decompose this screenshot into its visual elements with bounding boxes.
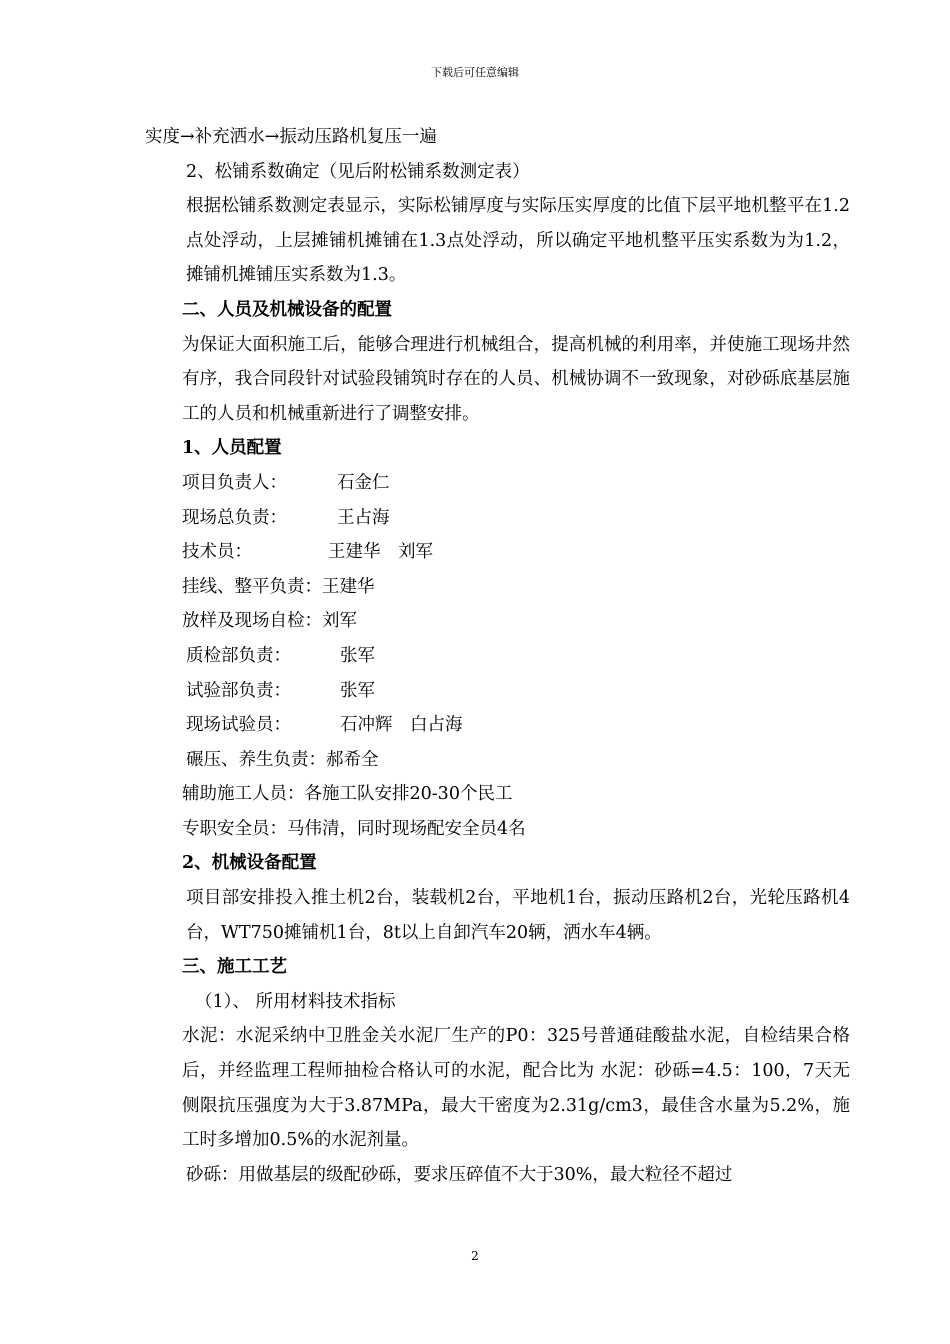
personnel-row	[145, 604, 850, 639]
subsection-heading: 2、机械设备配置	[182, 853, 317, 874]
personnel-row	[145, 501, 850, 536]
section-heading: 三、施工工艺	[182, 957, 287, 978]
personnel-role: 现场总负责：	[182, 507, 287, 528]
personnel-role: 专职安全员：	[182, 818, 287, 839]
personnel-role: 项目负责人：	[182, 472, 287, 493]
personnel-row	[145, 639, 850, 674]
personnel-role: 辅助施工人员：	[182, 784, 305, 805]
paragraph: 2、松铺系数确定（见后附松铺系数测定表）	[186, 161, 530, 182]
paragraph: 项目部安排投入推土机2台，装载机2台，平地机1台，振动压路机2台，光轮压路机4台，WT750摊铺机1台，8t以上自卸汽车20辆，洒水车4辆。	[186, 888, 850, 943]
paragraph: 水泥：水泥采纳中卫胜金关水泥厂生产的P0：325号普通硅酸盐水泥，自检结果合格后，并经监理工程师抽检合格认可的水泥，配合比为 水泥：砂砾=4.5：100，7天无侧限抗压强度为大于3.87MPa，最大干密度为2.31g/cm3，最佳含水量为5.2%，施工时多增加0.5%的水泥剂量。	[182, 1026, 850, 1151]
personnel-name: 石冲辉 白占海	[340, 715, 463, 736]
paragraph: 为保证大面积施工后，能够合理进行机械组合，提高机械的利用率，并使施工现场井然有序，我合同段针对试验段铺筑时存在的人员、机械协调不一致现象，对砂砾底基层施工的人员和机械重新进行了调整安排。	[182, 334, 850, 424]
personnel-row	[145, 812, 850, 847]
personnel-name: 张军	[340, 645, 375, 666]
personnel-row	[145, 535, 850, 570]
personnel-role: 放样及现场自检：	[182, 611, 322, 632]
personnel-role: 技术员：	[182, 542, 252, 563]
paragraph: 根据松铺系数测定表显示，实际松铺厚度与实际压实厚度的比值下层平地机整平在1.2点处浮动，上层摊铺机摊铺在1.3点处浮动，所以确定平地机整平压实系数为为1.2，摊铺机摊铺压实系数为1.3。	[186, 196, 850, 286]
personnel-role: 质检部负责：	[186, 645, 291, 666]
personnel-row	[145, 777, 850, 812]
paragraph: 实度→补充洒水→振动压路机复压一遍	[145, 127, 437, 147]
personnel-role: 碾压、养生负责：	[186, 749, 326, 770]
personnel-row	[145, 466, 850, 501]
personnel-role: 现场试验员：	[186, 715, 291, 736]
page-content	[145, 120, 850, 1192]
personnel-role: 试验部负责：	[186, 680, 291, 701]
personnel-name: 王建华	[322, 576, 375, 597]
personnel-name: 王占海	[337, 507, 390, 528]
personnel-row	[145, 708, 850, 743]
personnel-row	[145, 674, 850, 709]
personnel-role: 挂线、整平负责：	[182, 576, 322, 597]
personnel-name: 各施工队安排20-30个民工	[304, 784, 513, 805]
personnel-row	[145, 743, 850, 778]
subsection-heading: 1、人员配置	[182, 438, 282, 459]
personnel-name: 石金仁	[337, 472, 390, 493]
page-header: 下载后可任意编辑	[431, 66, 519, 79]
page-number: 2	[471, 1249, 479, 1263]
personnel-name: 张军	[340, 680, 375, 701]
personnel-name: 刘军	[322, 611, 357, 632]
section-heading: 二、人员及机械设备的配置	[182, 299, 392, 320]
paragraph: 砂砾：用做基层的级配砂砾，要求压碎值不大于30%，最大粒径不超过	[186, 1164, 733, 1185]
personnel-name: 郝希全	[326, 749, 379, 770]
personnel-row	[145, 570, 850, 605]
paragraph: （1）、 所用材料技术指标	[195, 991, 396, 1012]
personnel-name: 马伟清，同时现场配安全员4名	[287, 818, 526, 839]
personnel-name: 王建华 刘军	[328, 542, 433, 563]
